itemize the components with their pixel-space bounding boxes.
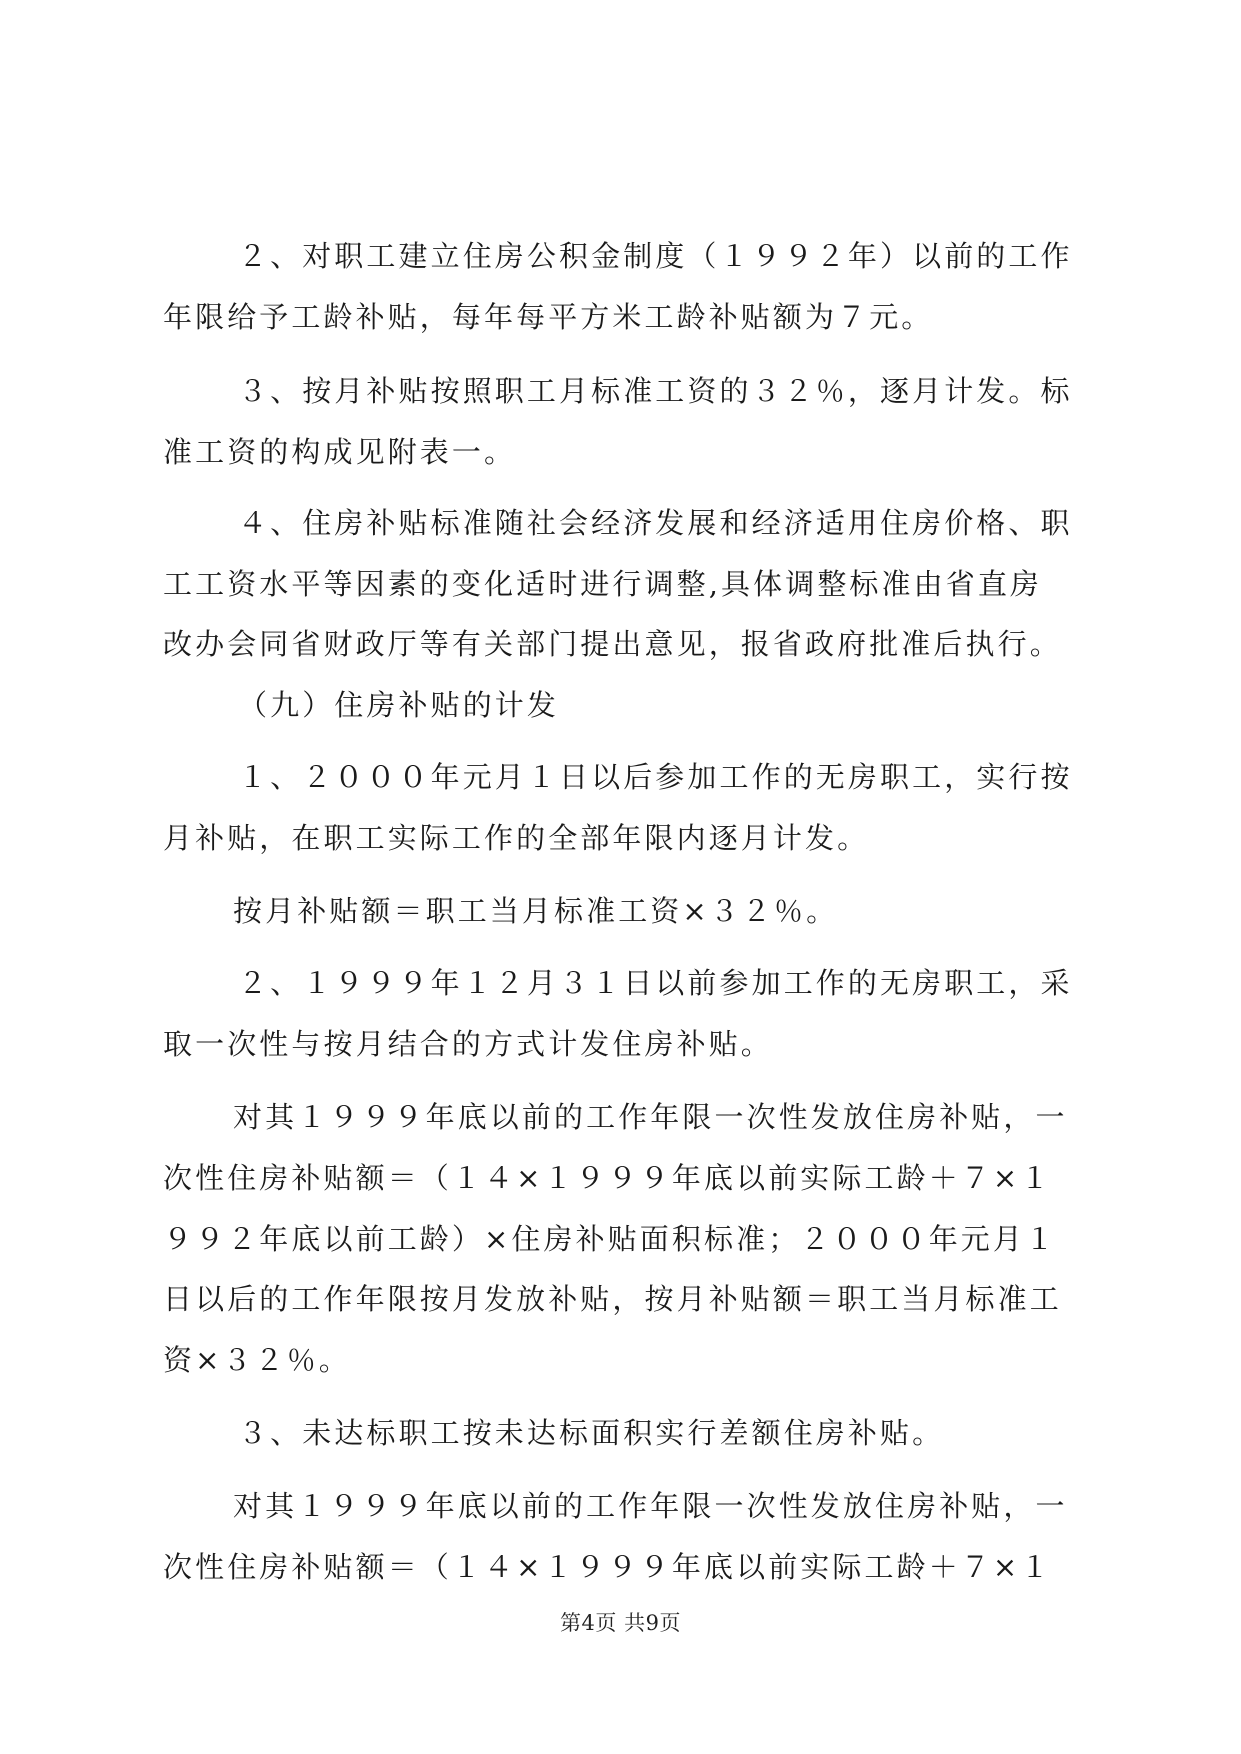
text-line: ２、１９９９年１２月３１日以前参加工作的无房职工，采 [238,966,1073,1000]
text-line: 年限给予工龄补贴，每年每平方米工龄补贴额为７元。 [163,300,934,334]
text-line: 工工资水平等因素的变化适时进行调整,具体调整标准由省直房 [163,567,1043,601]
text-line: 对其１９９９年底以前的工作年限一次性发放住房补贴，一 [233,1489,1068,1523]
text-line: （九）住房补贴的计发 [238,688,560,722]
text-line: 对其１９９９年底以前的工作年限一次性发放住房补贴，一 [233,1100,1068,1134]
text-line: ３、未达标职工按未达标面积实行差额住房补贴。 [238,1416,945,1450]
text-line: 月补贴，在职工实际工作的全部年限内逐月计发。 [163,821,870,855]
text-line: ９９２年底以前工龄）×住房补贴面积标准；２０００年元月１ [163,1222,1058,1256]
text-line: 次性住房补贴额＝（１４×１９９９年底以前实际工龄＋７×１ [163,1161,1053,1195]
text-line: ３、按月补贴按照职工月标准工资的３２％，逐月计发。标 [238,374,1073,408]
text-line: ４、住房补贴标准随社会经济发展和经济适用住房价格、职 [238,506,1073,540]
text-line: 取一次性与按月结合的方式计发住房补贴。 [163,1027,773,1061]
text-line: ２、对职工建立住房公积金制度（１９９２年）以前的工作 [238,239,1073,273]
text-line: １、２０００年元月１日以后参加工作的无房职工，实行按 [238,760,1073,794]
text-line: 改办会同省财政厅等有关部门提出意见，报省政府批准后执行。 [163,627,1062,661]
text-line: 次性住房补贴额＝（１４×１９９９年底以前实际工龄＋７×１ [163,1550,1053,1584]
page-number-footer: 第4页 共9页 [560,1611,681,1635]
text-line: 日以后的工作年限按月发放补贴，按月补贴额＝职工当月标准工 [163,1282,1062,1316]
text-line: 准工资的构成见附表一。 [163,435,517,469]
text-line: 按月补贴额＝职工当月标准工资×３２％。 [233,894,839,928]
text-line: 资×３２％。 [163,1343,351,1377]
